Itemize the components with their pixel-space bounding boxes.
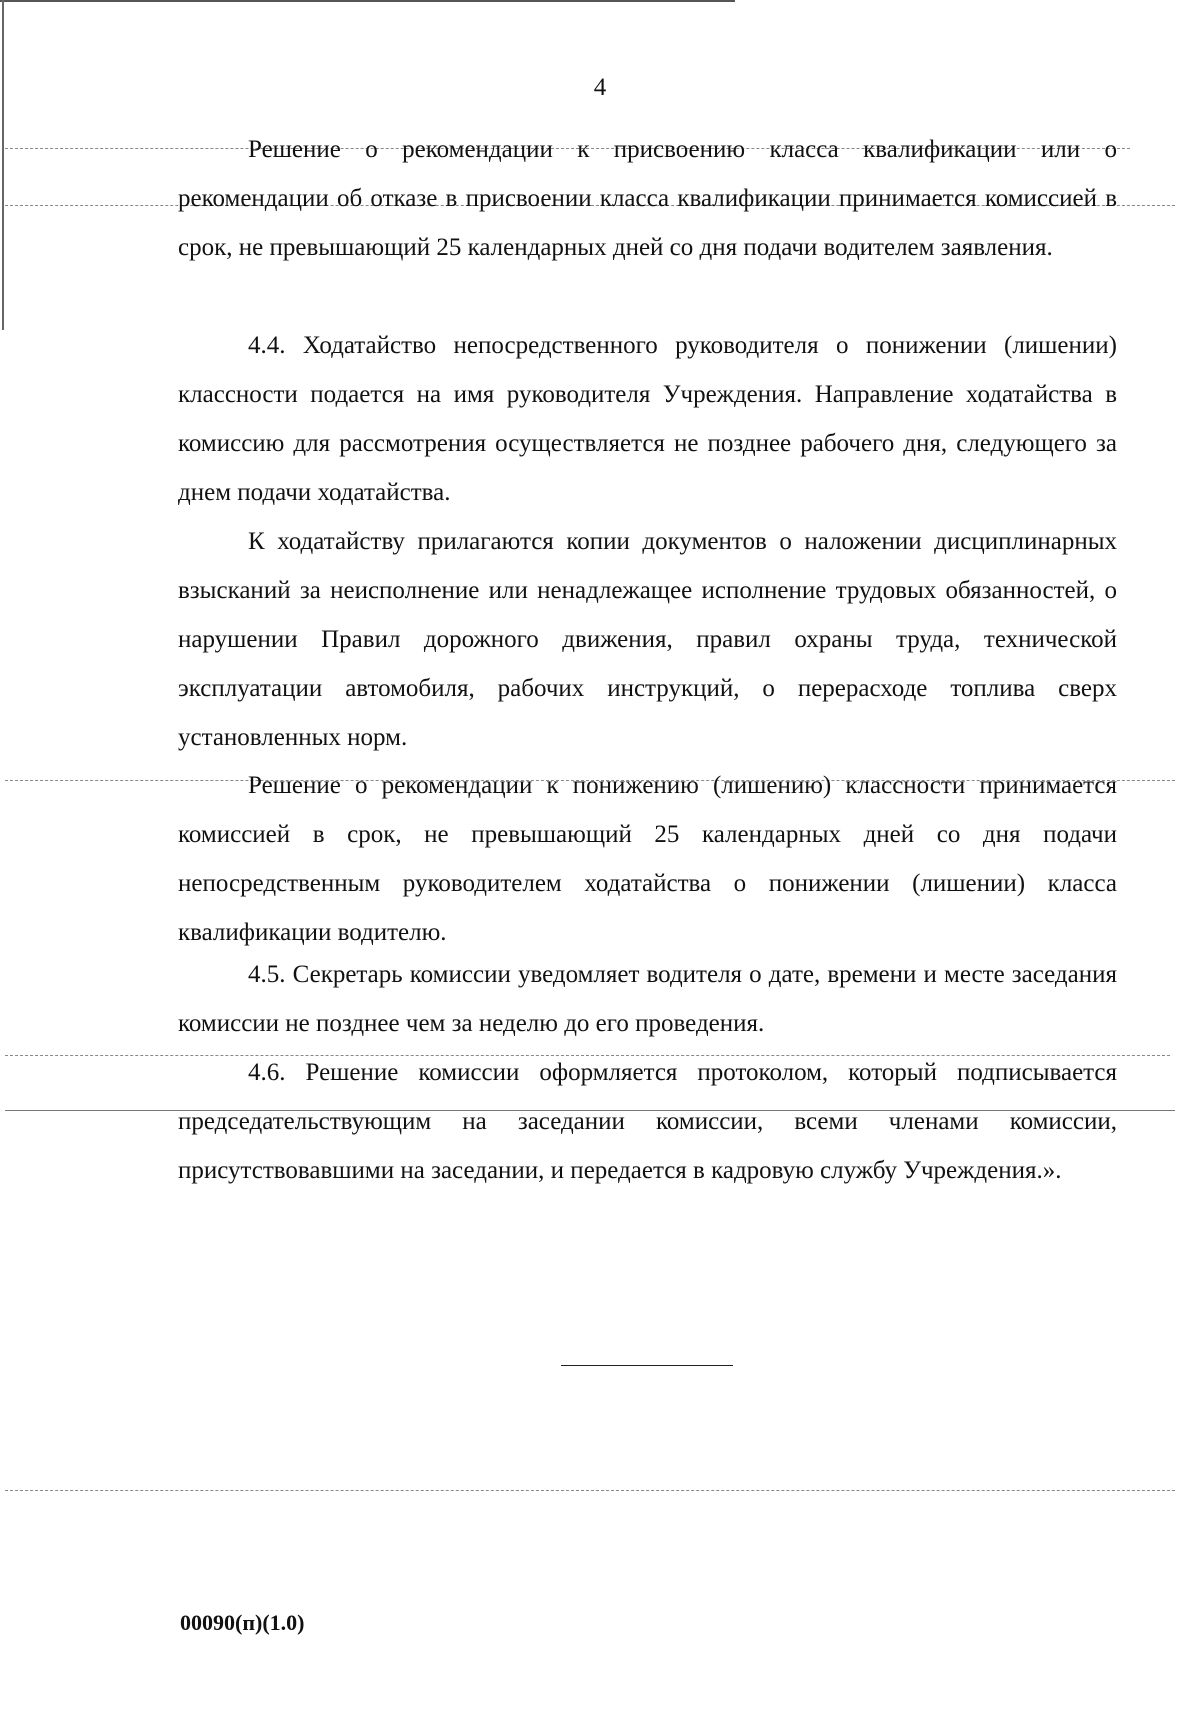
- scan-edge-left: [2, 0, 4, 330]
- paragraph: К ходатайству прилагаются копии документов о наложении дисциплинарных взысканий за неисполнение или ненадлежащее исполнение трудовых обязанностей, о нарушении Правил дорожного движения, правил охраны труда, технической эксплуатации автомобиля, рабочих инструкций, о перерасходе топлива сверх установленных норм.: [178, 528, 1117, 751]
- paragraph: 4.6. Решение комиссии оформляется протоколом, который подписывается председательствующим на заседании комиссии, всеми членами комиссии, присутствовавшими на заседании, и передается в кадровую службу Учреждения.».: [178, 1059, 1117, 1184]
- end-separator-line: [561, 1365, 733, 1366]
- document-code: 00090(п)(1.0): [180, 1610, 305, 1635]
- scan-noise-line: [5, 1490, 1175, 1491]
- paragraph: 4.4. Ходатайство непосредственного руководителя о понижении (лишении) классности подается на имя руководителя Учреждения. Направление ходатайства в комиссию для рассмотрения осуществляется не позднее рабочего дня, следующего за днем подачи ходатайства.: [178, 332, 1117, 506]
- paragraph: 4.5. Секретарь комиссии уведомляет водителя о дате, времени и месте заседания комиссии не позднее чем за неделю до его проведения.: [178, 961, 1117, 1037]
- scan-edge-top: [0, 0, 735, 2]
- paragraph: Решение о рекомендации к присвоению класса квалификации или о рекомендации об отказе в присвоении класса квалификации принимается комиссией в срок, не превышающий 25 календарных дней со дня подачи водителем заявления.: [178, 136, 1117, 261]
- paragraph: Решение о рекомендации к понижению (лишению) классности принимается комиссией в срок, не превышающий 25 календарных дней со дня подачи непосредственным руководителем ходатайства о понижении (лишении) класса квалификации водителю.: [178, 772, 1117, 946]
- page-number: 4: [593, 74, 607, 101]
